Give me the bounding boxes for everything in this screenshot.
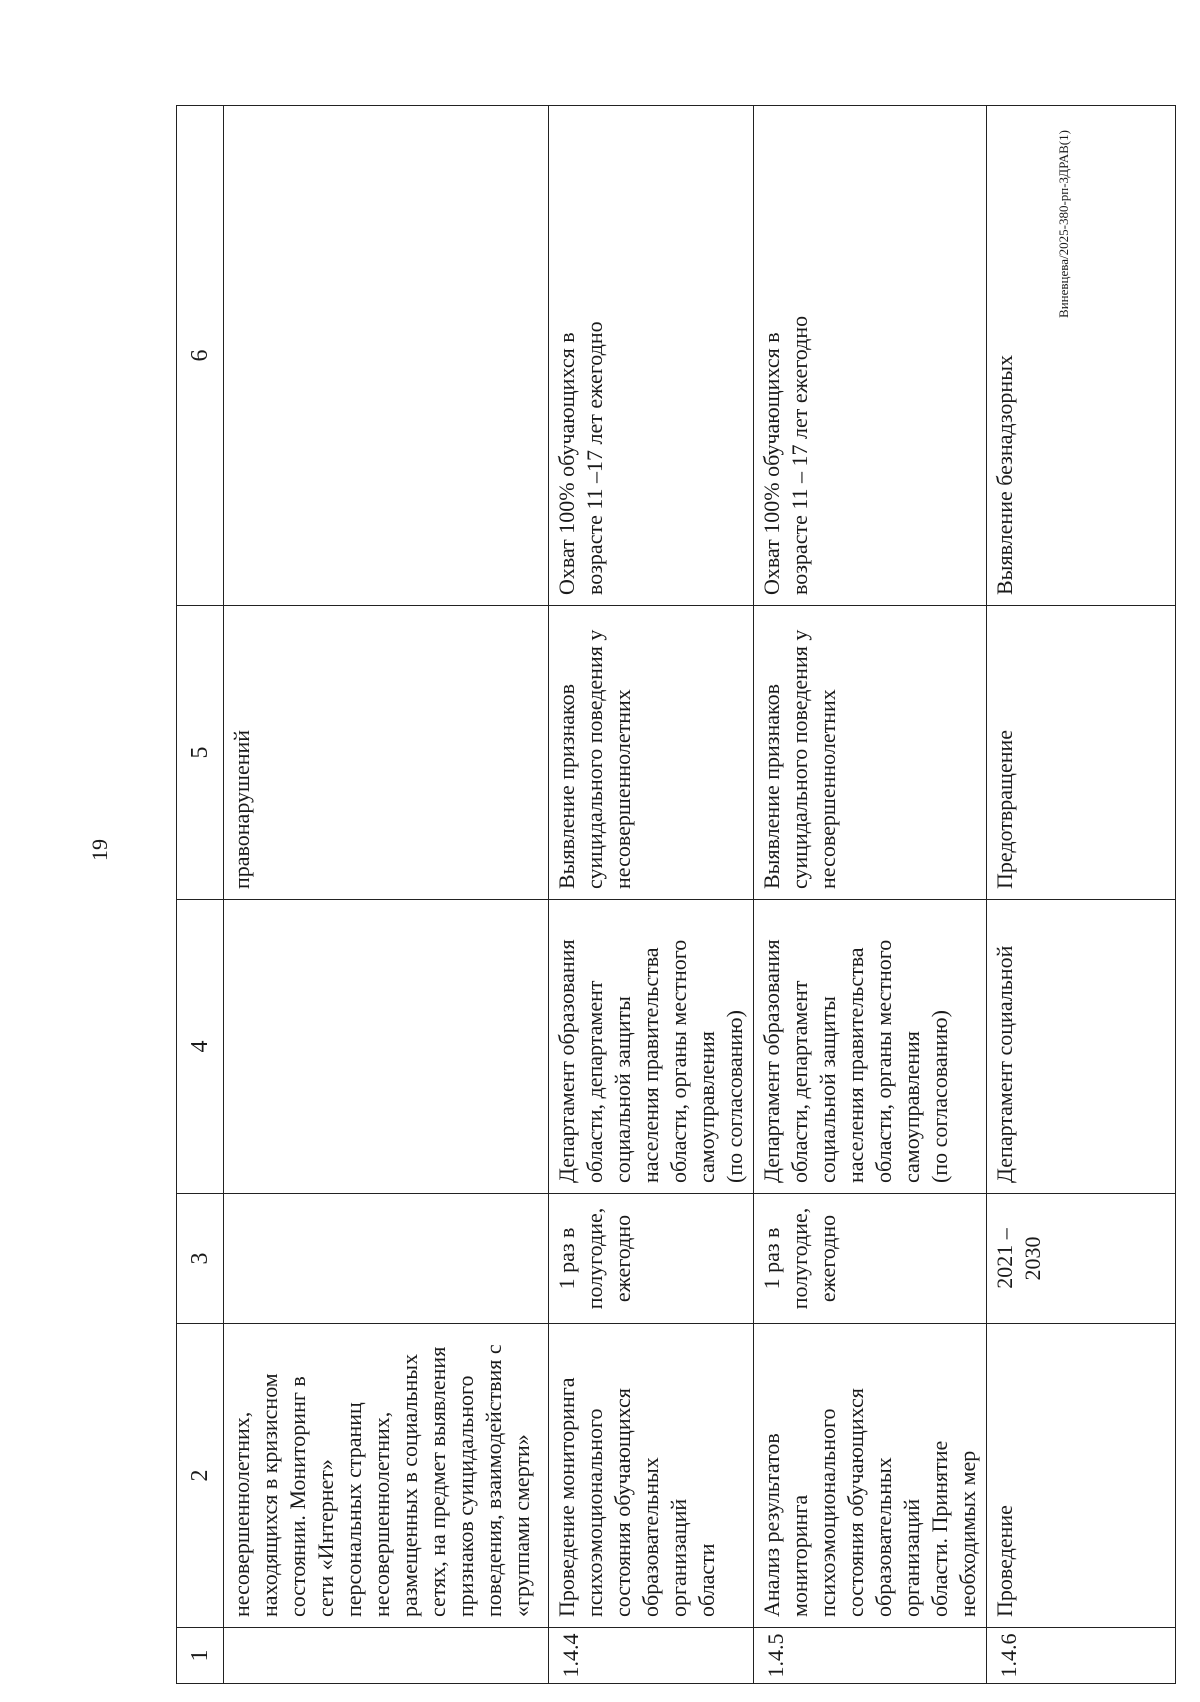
activity-cell: Проведение — [987, 1324, 1176, 1628]
indicator-cell: Охват 100% обучающихся в возрасте 11 – 17 лет ежегодно — [754, 106, 987, 606]
executors-cell: Департамент социальной — [987, 900, 1176, 1194]
rotated-table-frame — [176, 106, 1176, 1684]
table-row — [549, 106, 754, 1684]
table-row — [987, 106, 1176, 1684]
column-header-2: 2 — [177, 1324, 224, 1628]
period-cell: 2021 – 2030 — [987, 1194, 1176, 1324]
column-header-4: 4 — [177, 900, 224, 1194]
table-row — [224, 106, 549, 1684]
result-cell: Предотвращение — [987, 606, 1176, 900]
period-cell: 1 раз в полугодие, ежегодно — [754, 1194, 987, 1324]
activity-cell: несовершеннолетних, находящихся в кризисном состоянии. Мониторинг в сети «Интернет» персональных страниц несовершеннолетних, размещенных в социальных сетях, на предмет выявления признаков суицидального поведения, взаимодействия с «группами смерти» — [224, 1324, 549, 1628]
indicator-cell: Охват 100% обучающихся в возрасте 11 –17 лет ежегодно — [549, 106, 754, 606]
activity-cell: Анализ результатов мониторинга психоэмоционального состояния обучающихся образовательных организаций области. Принятие необходимых мер — [754, 1324, 987, 1628]
column-header-1: 1 — [177, 1628, 224, 1684]
column-header-5: 5 — [177, 606, 224, 900]
table-row — [754, 106, 987, 1684]
column-header-6: 6 — [177, 106, 224, 606]
page-number: 19 — [87, 839, 112, 861]
indicator-cell: Выявление безнадзорных — [987, 106, 1176, 606]
row-number: 1.4.6 — [987, 1628, 1176, 1684]
result-cell: Выявление признаков суицидального поведения у несовершеннолетних — [754, 606, 987, 900]
row-number: 1.4.4 — [549, 1628, 754, 1684]
executors-cell: Департамент образования области, департамент социальной защиты населения правительства области, органы местного самоуправления (по согласованию) — [754, 900, 987, 1194]
row-number: 1.4.5 — [754, 1628, 987, 1684]
period-cell — [224, 1194, 549, 1324]
executors-cell: Департамент образования области, департамент социальной защиты населения правительства области, органы местного самоуправления (по согласованию) — [549, 900, 754, 1194]
result-cell: правонарушений — [224, 606, 549, 900]
rotated-table-wrapper — [176, 106, 1176, 1684]
measures-table — [176, 105, 1176, 1684]
executors-cell — [224, 900, 549, 1194]
row-number — [224, 1628, 549, 1684]
column-header-3: 3 — [177, 1194, 224, 1324]
result-cell: Выявление признаков суицидального поведения у несовершеннолетних — [549, 606, 754, 900]
table-header-row — [177, 106, 224, 1684]
indicator-cell — [224, 106, 549, 606]
footer-document-code: Виневцева/2025-380-рп-ЗДРАВ(1) — [1056, 130, 1071, 318]
activity-cell: Проведение мониторинга психоэмоционального состояния обучающихся образовательных организаций области — [549, 1324, 754, 1628]
period-cell: 1 раз в полугодие, ежегодно — [549, 1194, 754, 1324]
